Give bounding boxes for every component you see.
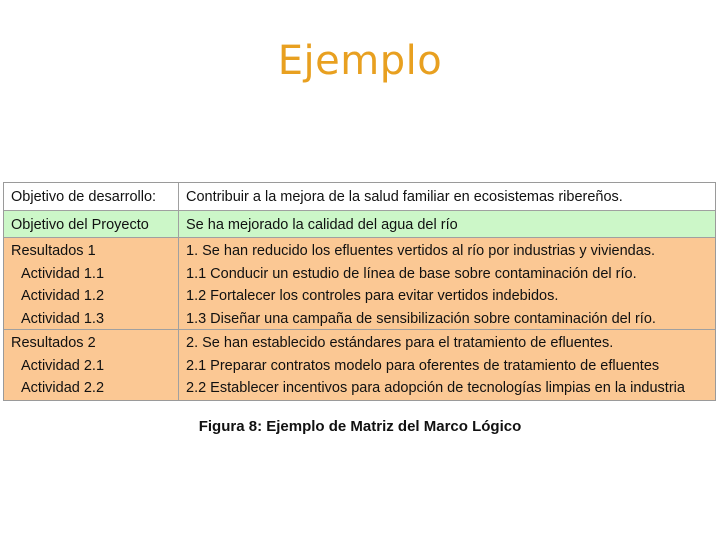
row-label-cell [4,211,179,237]
activity-text: 2.2 Establecer incentivos para adopción de tecnologías limpias en la industria [186,380,685,396]
row-content-cell [179,183,715,210]
activity-label: Actividad 2.2 [21,380,105,396]
result-text: 1. Se han reducido los efluentes vertidos al río por industrias y viviendas. [186,243,656,259]
activity-text: 1.2 Fortalecer los controles para evitar vertidos indebidos. [186,288,559,304]
row-content-cell [179,211,715,237]
matrix-row-results-2 [4,330,715,400]
row-label: Objetivo de desarrollo: [11,189,157,205]
row-label-cell [4,330,179,400]
result-text: 2. Se han establecido estándares para el tratamiento de efluentes. [186,335,614,351]
activity-text: 1.3 Diseñar una campaña de sensibilización sobre contaminación del río. [186,310,656,327]
activity-text: 2.1 Preparar contratos modelo para oferentes de tratamiento de efluentes [186,357,660,374]
matrix-row-project-objective [4,211,715,238]
row-label-cell [4,183,179,210]
row-label: Resultados 1 [11,243,96,259]
row-text: Contribuir a la mejora de la salud familiar en ecosistemas ribereños. [186,189,623,205]
matrix-row-results-1 [4,238,715,330]
row-label: Objetivo del Proyecto [11,217,149,233]
activity-label: Actividad 2.1 [21,357,105,374]
figure-caption: Figura 8: Ejemplo de Matriz del Marco Lógico [198,418,522,435]
activity-label: Actividad 1.2 [21,288,105,304]
activity-label: Actividad 1.1 [21,265,105,282]
row-label-cell [4,238,179,329]
logical-framework-matrix [3,182,716,401]
row-text: Se ha mejorado la calidad del agua del río [186,217,458,233]
matrix-row-development-objective [4,183,715,211]
row-content-cell [179,238,715,329]
row-content-cell [179,330,715,400]
slide-title: Ejemplo [277,38,443,84]
activity-label: Actividad 1.3 [21,310,105,327]
row-label: Resultados 2 [11,335,96,351]
activity-text: 1.1 Conducir un estudio de línea de base sobre contaminación del río. [186,265,637,282]
